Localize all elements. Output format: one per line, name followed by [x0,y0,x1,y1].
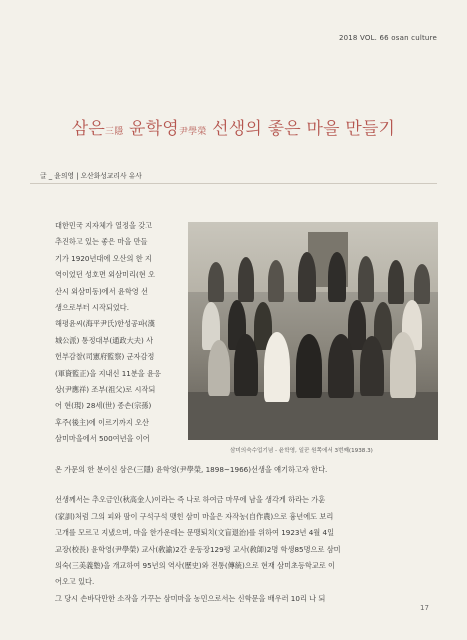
article-title [0,114,467,139]
body-line: 역이었던 성호면 외삼미리(현 오 [55,270,155,280]
page-number: 17 [420,604,429,612]
title-rest: 선생의 좋은 마을 만들기 [206,119,396,139]
paragraph [55,492,438,607]
title-pen-name: 삼은 [71,119,106,139]
divider [30,183,437,184]
para-line: 고개를 모르고 지냈으며, 마을 한가운데는 문맹퇴치(文盲退治)를 위하여 1923년 4월 4일 [55,528,335,538]
body-line: 상(尹應祥) 조부(祖父)로 시작되 [55,385,156,395]
body-line: 추진하고 있는 좋은 마을 만들 [55,237,148,247]
body-line: 삼미마을에서 500여년을 이어 [55,434,150,444]
issue-header: 2018 VOL. 66 osan culture [338,34,437,42]
para-line: 의숙(三美義塾)을 개교하여 95년의 역사(歷史)와 전통(傳統)으로 현재 삼미초등학교로 이 [55,561,335,571]
continuation-line: 온 가문의 한 분이신 삼은(三隱) 윤학영(尹學榮, 1898~1966)선생을 얘기하고자 한다. [55,465,328,474]
body-line: 후주(後主)에 이르기까지 오산 [55,417,149,427]
para-line: (家訓)처럼 그의 피와 땀이 구석구석 맺힌 삼미 마을은 자작농(自作農)으로 흉년에도 보리 [55,511,334,521]
para-line: 선생께서는 추오금인(秋高金人)이라는 즉 나로 하여금 마무에 남을 생각게 하라는 가훈 [55,495,326,505]
title-person-name-hanja: 尹學榮 [178,127,207,137]
body-line: (軍資監正)을 지내신 11분을 윤응 [55,368,161,378]
photo-caption: 삼미의숙수업기념 - 윤학영, 일꾼 원쪽에서 3번째(1938.3) [230,448,373,454]
body-line: 어 현(現) 28세(世) 종손(宗孫) [55,401,152,411]
para-line: 교장(校長) 윤학영(尹學榮) 교사(敎諭)2간 운동장129평 교사(敎師)2명 학생85명으로 삼미 [55,544,341,554]
body-line: 기가 1920년대에 오산의 한 지 [55,253,152,263]
body-line: 해평윤씨(海平尹氏)한성공파(漢 [55,319,155,329]
body-line: 산시 외삼미동)에서 윤학영 선 [55,286,148,296]
title-pen-name-hanja: 三隱 [105,127,124,137]
left-column-text [55,218,180,448]
full-width-text [55,462,438,607]
photo-floor [188,392,438,440]
title-person-name: 윤학영 [123,119,179,139]
body-line: 城公派) 통정대부(通政大夫) 사 [55,335,154,345]
historical-group-photo [188,222,438,440]
body-line: 대한민국 지자체가 열정을 갖고 [55,221,153,230]
body-line: 생으로부터 시작되었다. [55,303,130,313]
para-line: 어오고 있다. [55,577,95,587]
byline: 글 _ 윤의영 | 오산화성교리사 유사 [40,172,142,180]
para-line: 그 당시 손바닥만한 소작을 가꾸는 삼미마을 농민으로서는 신학문을 배우러 10리 나 되 [55,593,326,603]
body-line: 헌부감찰(司憲府監察) 군자감정 [55,352,155,362]
